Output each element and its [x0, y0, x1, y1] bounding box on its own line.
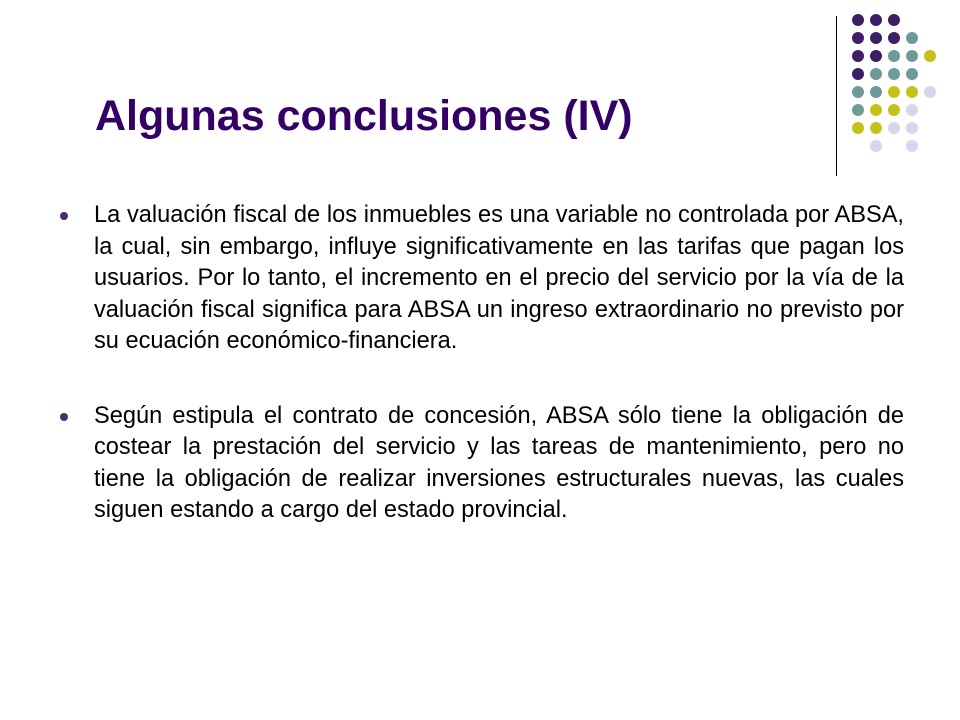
- decorative-dot-olive: [852, 122, 864, 134]
- bullet-item-1: [60, 200, 904, 358]
- decorative-dot-olive: [870, 104, 882, 116]
- decorative-dot-olive: [924, 50, 936, 62]
- decorative-dot-olive: [906, 86, 918, 98]
- decorative-dot-teal: [852, 86, 864, 98]
- bullet-text: Según estipula el contrato de concesión, ABSA sólo tiene la obligación de costear la prestación del servicio y las tareas de mantenimiento, pero no tiene la obligación de realizar inversiones estructurales nuevas, las cuales siguen estando a cargo del estado provincial.: [94, 402, 904, 523]
- decorative-dot-olive: [888, 104, 900, 116]
- decorative-dot-teal: [852, 104, 864, 116]
- decorative-dot-purple: [870, 50, 882, 62]
- decorative-dot-purple: [870, 32, 882, 44]
- decorative-dot-lavender: [906, 140, 918, 152]
- bullet-dot-icon: [60, 212, 68, 220]
- decorative-dot-purple: [870, 14, 882, 26]
- decorative-dot-teal: [906, 50, 918, 62]
- decorative-divider-line: [836, 16, 837, 176]
- bullet-list: [60, 200, 904, 570]
- decorative-dot-lavender: [924, 86, 936, 98]
- decorative-dot-purple: [852, 14, 864, 26]
- decorative-dot-purple: [852, 50, 864, 62]
- decorative-dot-lavender: [888, 122, 900, 134]
- decorative-dot-lavender: [870, 140, 882, 152]
- decorative-dot-teal: [906, 32, 918, 44]
- decorative-dot-teal: [888, 68, 900, 80]
- decorative-dot-purple: [888, 32, 900, 44]
- decorative-dot-teal: [870, 86, 882, 98]
- decorative-dot-teal: [870, 68, 882, 80]
- decorative-dot-lavender: [906, 104, 918, 116]
- bullet-dot-icon: [60, 413, 68, 421]
- decorative-dot-olive: [870, 122, 882, 134]
- decorative-dot-purple: [852, 68, 864, 80]
- bullet-item-2: [60, 401, 904, 527]
- decorative-dot-purple: [852, 32, 864, 44]
- decorative-dot-lavender: [906, 122, 918, 134]
- bullet-text: La valuación fiscal de los inmuebles es una variable no controlada por ABSA, la cual, sin embargo, influye significativamente en las tarifas que pagan los usuarios. Por lo tanto, el incremento en el precio del servicio por la vía de la valuación fiscal significa para ABSA un ingreso extraordinario no previsto por su ecuación económico-financiera.: [94, 202, 904, 354]
- decorative-dot-olive: [888, 86, 900, 98]
- decorative-dot-teal: [888, 50, 900, 62]
- decorative-dot-grid: [852, 14, 948, 154]
- decorative-dot-purple: [888, 14, 900, 26]
- slide-title: Algunas conclusiones (IV): [95, 92, 633, 140]
- decorative-dot-teal: [906, 68, 918, 80]
